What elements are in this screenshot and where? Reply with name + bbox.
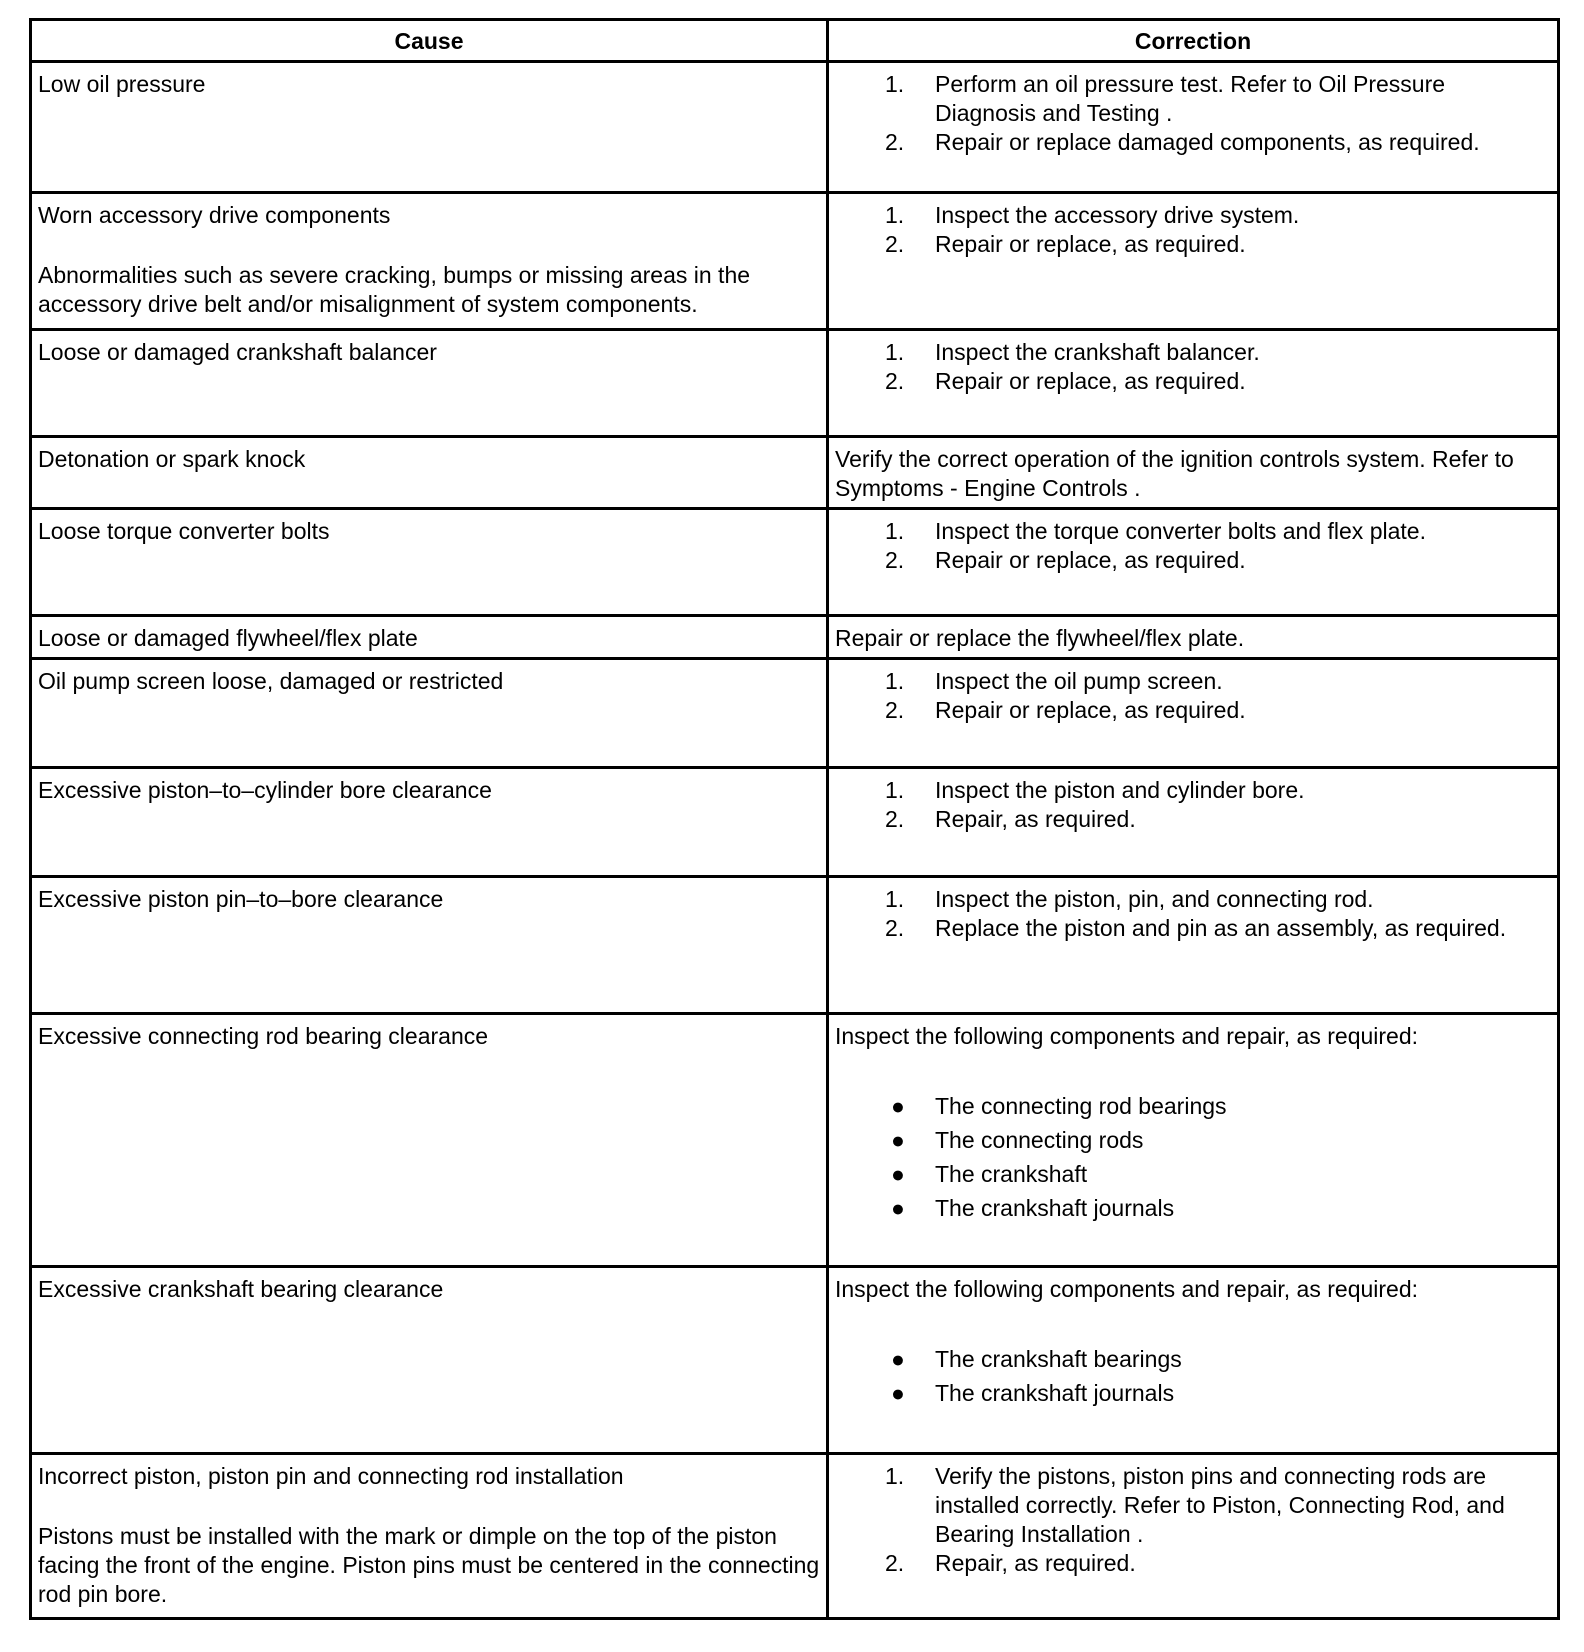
correction-cell (828, 768, 1559, 877)
table-row (31, 193, 1559, 330)
step-item: 1. Inspect the torque converter bolts and flex plate. (885, 518, 1426, 544)
correction-steps (835, 667, 1551, 725)
diagnosis-table-container (29, 18, 1557, 1620)
correction-cell (828, 193, 1559, 330)
header-cause: Cause (31, 20, 828, 62)
cause-cell (31, 1454, 828, 1619)
cause-cell (31, 193, 828, 330)
list-item: ● The connecting rod bearings (891, 1093, 1227, 1119)
table-row (31, 877, 1559, 1014)
step-item: 1. Verify the pistons, piston pins and connecting rods are installed correctly. Refer to Piston, Connecting Rod, and Bearing Installation . (885, 1463, 1505, 1547)
correction-cell (828, 509, 1559, 616)
cause-note: Pistons must be installed with the mark or dimple on the top of the piston facing the front of the engine. Piston pins must be centered in the connecting rod pin bore. (38, 1523, 820, 1607)
step-item: 2. Repair or replace, as required. (885, 231, 1246, 257)
table-row (31, 62, 1559, 193)
list-item: ● The crankshaft journals (891, 1380, 1175, 1406)
correction-intro: Inspect the following components and repair, as required: (835, 1023, 1419, 1049)
step-item: 2. Repair, as required. (885, 806, 1136, 832)
step-item: 2. Repair or replace, as required. (885, 368, 1246, 394)
correction-cell (828, 1014, 1559, 1267)
correction-steps (835, 338, 1551, 396)
correction-steps (835, 776, 1551, 834)
cause-cell: Detonation or spark knock (31, 437, 828, 509)
header-correction: Correction (828, 20, 1559, 62)
list-item: ● The crankshaft (891, 1161, 1088, 1187)
table-row (31, 437, 1559, 509)
step-item: 2. Repair or replace, as required. (885, 697, 1246, 723)
table-row (31, 509, 1559, 616)
correction-cell (828, 1454, 1559, 1619)
correction-steps (835, 201, 1551, 259)
table-row (31, 1014, 1559, 1267)
cause-text: Incorrect piston, piston pin and connecting rod installation (38, 1463, 624, 1489)
cause-note: Abnormalities such as severe cracking, bumps or missing areas in the accessory drive belt and/or misalignment of system components. (38, 262, 751, 317)
correction-cell (828, 659, 1559, 768)
cause-text: Worn accessory drive components (38, 202, 391, 228)
list-item: ● The crankshaft journals (891, 1195, 1175, 1221)
cause-cell: Excessive connecting rod bearing clearance (31, 1014, 828, 1267)
cause-cell: Excessive piston pin–to–bore clearance (31, 877, 828, 1014)
table-header-row (31, 20, 1559, 62)
correction-intro: Inspect the following components and repair, as required: (835, 1276, 1419, 1302)
correction-cell: Repair or replace the flywheel/flex plate. (828, 616, 1559, 659)
step-item: 2. Repair or replace, as required. (885, 547, 1246, 573)
diagnosis-table (29, 18, 1560, 1620)
cause-cell: Excessive piston–to–cylinder bore clearance (31, 768, 828, 877)
step-item: 1. Perform an oil pressure test. Refer to Oil Pressure Diagnosis and Testing . (885, 71, 1446, 126)
step-item: 1. Inspect the accessory drive system. (885, 202, 1300, 228)
step-item: 2. Repair or replace damaged components, as required. (885, 129, 1480, 155)
correction-steps (835, 1462, 1551, 1578)
cause-cell: Oil pump screen loose, damaged or restricted (31, 659, 828, 768)
correction-steps (835, 517, 1551, 575)
table-row (31, 330, 1559, 437)
correction-cell (828, 877, 1559, 1014)
cause-cell: Loose torque converter bolts (31, 509, 828, 616)
cause-cell: Loose or damaged flywheel/flex plate (31, 616, 828, 659)
step-item: 2. Replace the piston and pin as an assembly, as required. (885, 915, 1507, 941)
correction-cell (828, 330, 1559, 437)
correction-cell: Verify the correct operation of the ignition controls system. Refer to Symptoms - Engine Controls . (828, 437, 1559, 509)
cause-cell: Excessive crankshaft bearing clearance (31, 1267, 828, 1454)
component-list (835, 1089, 1551, 1225)
step-item: 1. Inspect the oil pump screen. (885, 668, 1223, 694)
table-row (31, 659, 1559, 768)
list-item: ● The crankshaft bearings (891, 1346, 1182, 1372)
correction-cell (828, 62, 1559, 193)
list-item: ● The connecting rods (891, 1127, 1144, 1153)
correction-steps (835, 70, 1551, 157)
step-item: 1. Inspect the crankshaft balancer. (885, 339, 1260, 365)
step-item: 2. Repair, as required. (885, 1550, 1136, 1576)
table-row (31, 616, 1559, 659)
step-item: 1. Inspect the piston and cylinder bore. (885, 777, 1305, 803)
component-list (835, 1342, 1551, 1410)
table-row (31, 1454, 1559, 1619)
cause-cell: Loose or damaged crankshaft balancer (31, 330, 828, 437)
table-row (31, 1267, 1559, 1454)
cause-cell: Low oil pressure (31, 62, 828, 193)
correction-cell (828, 1267, 1559, 1454)
correction-steps (835, 885, 1551, 943)
table-row (31, 768, 1559, 877)
step-item: 1. Inspect the piston, pin, and connecting rod. (885, 886, 1374, 912)
